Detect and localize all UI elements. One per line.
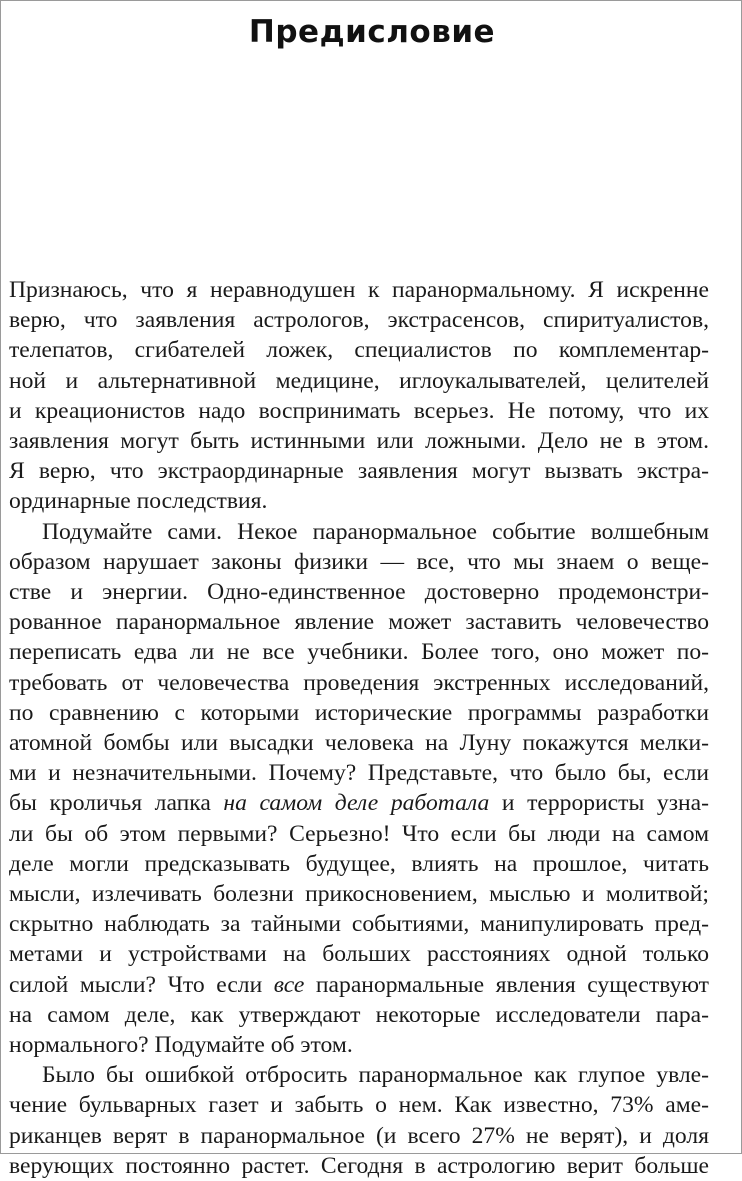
text-line: атомной бомбы или высадки человека на Луну покажутся мелки- [9, 730, 709, 757]
text-line: деле могли предсказывать будущее, влиять на прошлое, читать [9, 850, 709, 877]
text-line: ординарные последствия. [9, 488, 268, 515]
emphasis-text: все [273, 971, 305, 998]
text-line: верю, что заявления астрологов, экстрасенсов, спиритуалистов, [9, 307, 709, 334]
text-line: заявления могут быть истинными или ложными. Дело не в этом. [9, 428, 709, 455]
text-line: стве и энергии. Одно-единственное достоверно продемонстри- [9, 579, 709, 606]
text-line: рованное паранормальное явление может заставить человечество [9, 609, 709, 636]
text-line: переписать едва ли не все учебники. Более того, оно может по- [9, 639, 709, 666]
text-line: по сравнению с которыми исторические программы разработки [9, 699, 709, 726]
text-line: ли бы об этом первыми? Серьезно! Что если бы люди на самом [9, 820, 709, 847]
text-line: ми и незначительными. Почему? Представьте, что было бы, если [9, 760, 709, 787]
text-line: силой мысли? Что если все паранормальные явления существуют [9, 971, 709, 998]
text-line: телепатов, сгибателей ложек, специалистов по комплементар- [9, 337, 709, 364]
text-line: и креационистов надо воспринимать всерьез. Не потому, что их [9, 397, 709, 424]
emphasis-text: на самом деле работала [223, 790, 490, 817]
text-line: верующих постоянно растет. Сегодня в астрологию верит больше [9, 1152, 709, 1179]
body-text [9, 275, 709, 1181]
text-line: образом нарушает законы физики — все, что мы знаем о веще- [9, 548, 709, 575]
text-line: риканцев верят в паранормальное (и всего 27% не верят), и доля [9, 1122, 709, 1149]
text-line: метами и устройствами на больших расстояниях одной только [9, 941, 709, 968]
text-line: требовать от человечества проведения экстренных исследований, [9, 669, 709, 696]
text-line: бы кроличья лапка на самом деле работала и террористы узна- [9, 790, 709, 817]
text-line: Было бы ошибкой отбросить паранормальное как глупое увле- [42, 1062, 709, 1089]
paragraph-1 [9, 275, 709, 517]
text-line: нормального? Подумайте об этом. [9, 1032, 353, 1059]
text-line: скрытно наблюдать за тайными событиями, манипулировать пред- [9, 911, 709, 938]
text-line: Подумайте сами. Некое паранормальное событие волшебным [42, 518, 709, 545]
text-line: Я верю, что экстраординарные заявления могут вызвать экстра- [9, 458, 709, 485]
text-line: на самом деле, как утверждают некоторые исследователи пара- [9, 1001, 709, 1028]
text-line: ной и альтернативной медицине, иглоукалывателей, целителей [9, 367, 709, 394]
text-line: Признаюсь, что я неравнодушен к паранормальному. Я искренне [9, 277, 709, 303]
text-line: чение бульварных газет и забыть о нем. Как известно, 73% аме- [9, 1092, 709, 1119]
paragraph-3 [9, 1060, 709, 1181]
paragraph-2 [9, 517, 709, 1061]
page-title: Предисловие [248, 14, 496, 50]
text-line: мысли, излечивать болезни прикосновением, мыслью и молитвой; [9, 881, 709, 908]
